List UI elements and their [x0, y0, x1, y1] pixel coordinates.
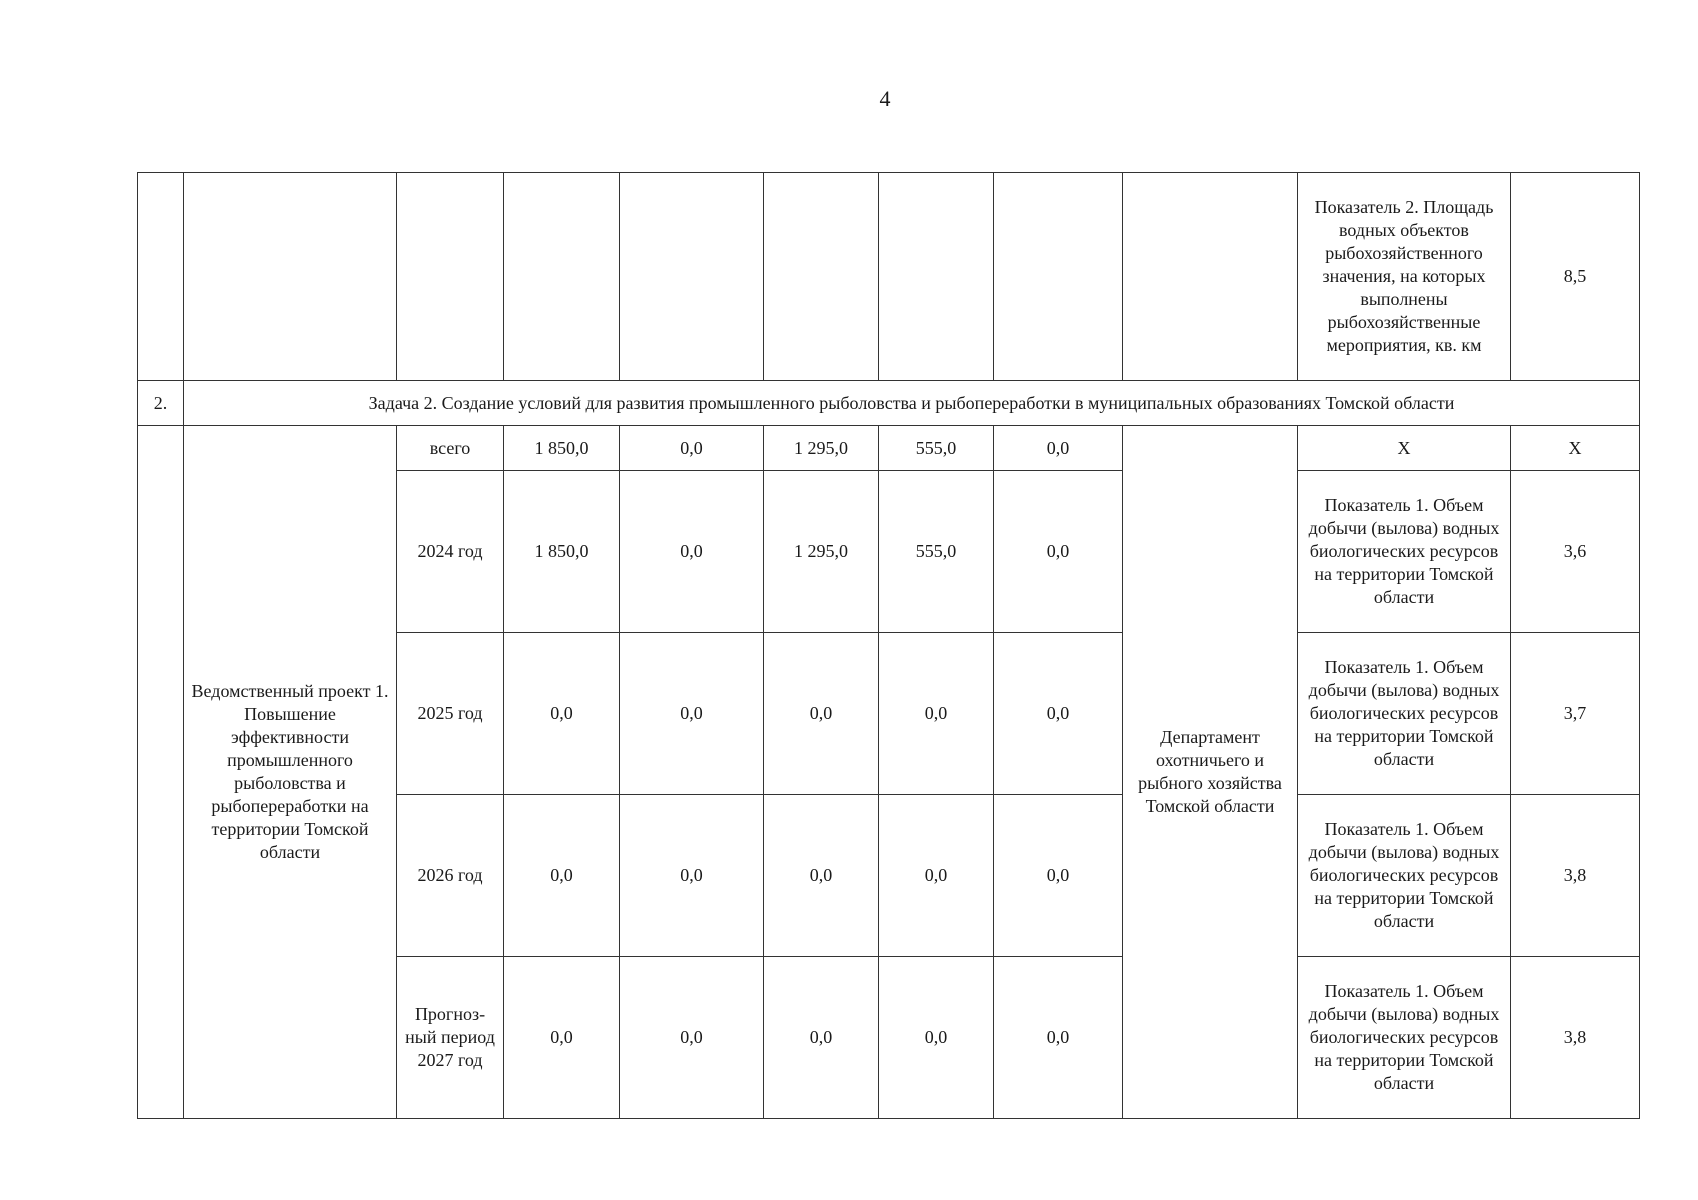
value-cell: 0,0	[879, 633, 994, 795]
target-value-cell: 8,5	[1511, 173, 1640, 381]
period-cell: 2026 год	[397, 795, 504, 957]
value-cell: 0,0	[994, 633, 1123, 795]
value-cell: 1 850,0	[504, 471, 620, 633]
value-cell: 0,0	[764, 633, 879, 795]
indicator-cell: Показатель 2. Площадь водных объектов рыбохозяйственного значения, на которых выполнены рыбохозяйственные мероприятия, кв. км	[1298, 173, 1511, 381]
target-value-cell: 3,7	[1511, 633, 1640, 795]
task-number-cell: 2.	[138, 381, 184, 426]
target-value-cell: 3,8	[1511, 795, 1640, 957]
table-row	[138, 173, 1640, 381]
value-cell: 0,0	[994, 957, 1123, 1119]
value-cell: 0,0	[620, 426, 764, 471]
value-cell: 0,0	[764, 795, 879, 957]
cell-empty	[620, 173, 764, 381]
task-title-cell: Задача 2. Создание условий для развития промышленного рыболовства и рыбопереработки в муниципальных образованиях Томской области	[184, 381, 1640, 426]
cell-empty	[138, 173, 184, 381]
target-value-cell: 3,8	[1511, 957, 1640, 1119]
indicator-cell: Показатель 1. Объем добычи (вылова) водных биологических ресурсов на территории Томской области	[1298, 471, 1511, 633]
program-table	[137, 172, 1640, 1119]
cell-empty	[879, 173, 994, 381]
period-cell: 2024 год	[397, 471, 504, 633]
period-cell: всего	[397, 426, 504, 471]
value-cell: 0,0	[994, 795, 1123, 957]
value-cell: 0,0	[994, 471, 1123, 633]
value-cell: 0,0	[994, 426, 1123, 471]
value-cell: 1 295,0	[764, 471, 879, 633]
value-cell: 0,0	[764, 957, 879, 1119]
target-value-cell: 3,6	[1511, 471, 1640, 633]
indicator-cell: Показатель 1. Объем добычи (вылова) водных биологических ресурсов на территории Томской области	[1298, 633, 1511, 795]
period-cell: 2025 год	[397, 633, 504, 795]
value-cell: 0,0	[620, 795, 764, 957]
table-row	[138, 426, 1640, 471]
value-cell: 0,0	[879, 957, 994, 1119]
value-cell: 0,0	[504, 957, 620, 1119]
page-number: 4	[879, 86, 891, 111]
value-cell: 0,0	[504, 633, 620, 795]
value-cell: 0,0	[620, 471, 764, 633]
value-cell: 0,0	[620, 957, 764, 1119]
cell-empty	[397, 173, 504, 381]
value-cell: 1 850,0	[504, 426, 620, 471]
value-cell: 0,0	[504, 795, 620, 957]
executor-cell: Департамент охотничьего и рыбного хозяйства Томской области	[1123, 426, 1298, 1119]
indicator-cell: Показатель 1. Объем добычи (вылова) водных биологических ресурсов на территории Томской области	[1298, 957, 1511, 1119]
project-name-cell: Ведомственный проект 1. Повышение эффективности промышленного рыболовства и рыбопереработки на территории Томской области	[184, 426, 397, 1119]
cell-empty	[138, 426, 184, 1119]
value-cell: 0,0	[879, 795, 994, 957]
value-cell: 555,0	[879, 471, 994, 633]
cell-empty	[1123, 173, 1298, 381]
value-cell: 555,0	[879, 426, 994, 471]
cell-empty	[504, 173, 620, 381]
task-row	[138, 381, 1640, 426]
cell-empty	[184, 173, 397, 381]
target-value-cell: Х	[1511, 426, 1640, 471]
indicator-cell: Показатель 1. Объем добычи (вылова) водных биологических ресурсов на территории Томской области	[1298, 795, 1511, 957]
value-cell: 1 295,0	[764, 426, 879, 471]
period-cell: Прогноз-ный период 2027 год	[397, 957, 504, 1119]
cell-empty	[764, 173, 879, 381]
indicator-cell: Х	[1298, 426, 1511, 471]
value-cell: 0,0	[620, 633, 764, 795]
cell-empty	[994, 173, 1123, 381]
